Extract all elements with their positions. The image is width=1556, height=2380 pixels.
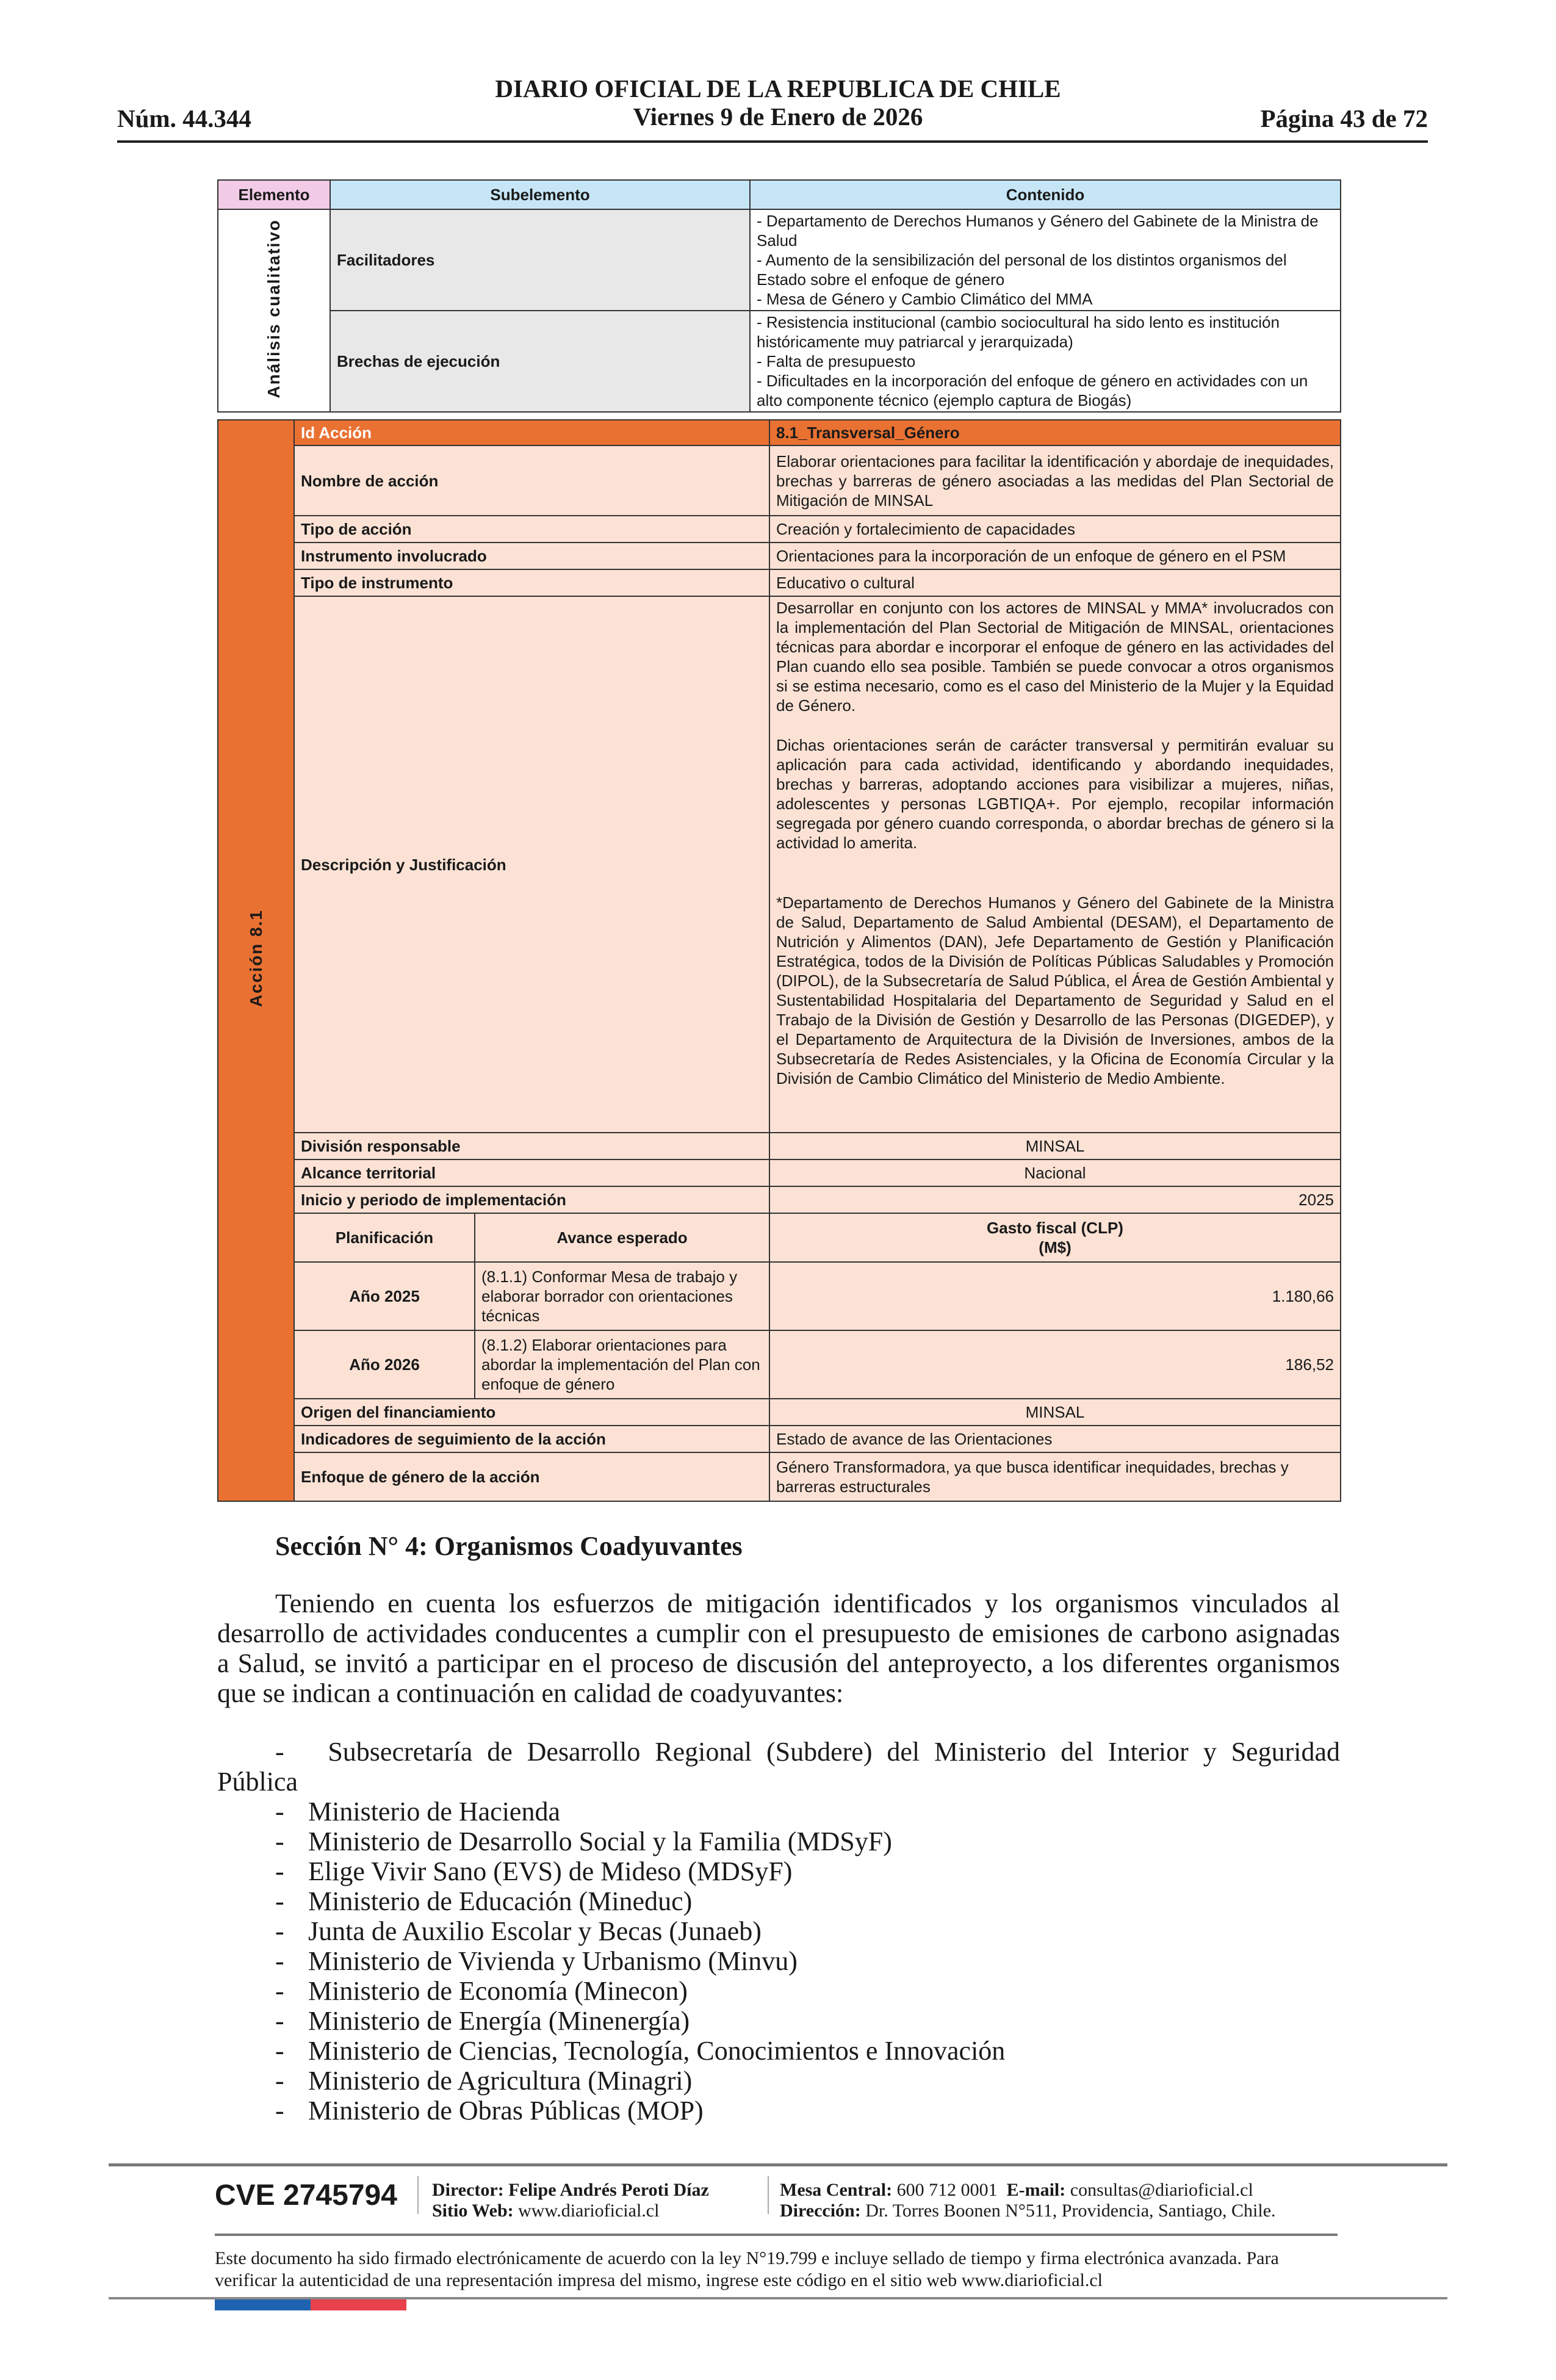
element-cell [218,209,330,412]
footer-separator [768,2176,769,2214]
table-row [218,516,1341,543]
progress-cell: (8.1.1) Conformar Mesa de trabajo y elaborar borrador con orientaciones técnicas [475,1262,769,1330]
content-cell [750,209,1341,311]
expense-cell: 186,52 [769,1330,1341,1399]
progress-cell: (8.1.2) Elaborar orientaciones para abordar la implementación del Plan con enfoque de género [475,1330,769,1399]
list-item [217,2036,1340,2066]
footer-separator [417,2176,419,2214]
row-label: Indicadores de seguimiento de la acción [294,1426,769,1452]
phone-label: Mesa Central: [780,2180,893,2200]
list-item-text: Elige Vivir Sano (EVS) de Mideso (MDSyF) [308,1856,793,1886]
row-value: Elaborar orientaciones para facilitar la identificación y abordaje de inequidades, brechas y barreras de género asociadas a las medidas del Plan Sectorial de Mitigación de MINSAL [769,445,1341,516]
cve-code: CVE 2745794 [215,2179,397,2212]
list-bullet: - [275,2006,284,2036]
col-header-elemento: Elemento [218,180,330,209]
list-item-text: Ministerio de Hacienda [308,1797,560,1826]
row-value: Creación y fortalecimiento de capacidades [769,516,1341,543]
list-item-text: Ministerio de Desarrollo Social y la Familia (MDSyF) [308,1826,892,1856]
list-item [217,1886,1340,1916]
planning-header-row [218,1213,1341,1262]
director-name: Felipe Andrés Peroti Díaz [508,2180,709,2200]
list-bullet: - [275,1946,284,1976]
description-paragraph: Dichas orientaciones serán de carácter transversal y permitirán evaluar su aplicación para cada actividad, identificando y abordando inequidades, brechas y barreras, adoptando acciones para visibilizar a mujeres, niñas, adolescentes y personas LGBTIQA+. Por ejemplo, recopilar información segregada por género cuando corresponda, o abordar brechas de género si la actividad lo amerita. [776,736,1334,852]
year-cell: Año 2026 [294,1330,475,1399]
page-number: Página 43 de 72 [1260,104,1428,132]
table-row [218,1399,1341,1426]
list-bullet: - [275,1797,284,1826]
address: Dr. Torres Boonen N°511, Providencia, Santiago, Chile. [865,2201,1276,2221]
list-item [217,1856,1340,1886]
content-line: - Dificultades en la incorporación del enfoque de género en actividades con un alto componente técnico (ejemplo captura de Biogás) [757,372,1308,409]
table-row [218,1452,1341,1501]
flag-stripe-blue [215,2299,311,2310]
content-line: - Departamento de Derechos Humanos y Género del Gabinete de la Ministra de Salud [757,212,1319,250]
flag-stripe-red [311,2299,406,2310]
table-row [218,1133,1341,1159]
list-item-text: Subsecretaría de Desarrollo Regional (Subdere) del Ministerio del Interior y Seguridad Pública [217,1737,1340,1797]
year-cell: Año 2025 [294,1262,475,1330]
description-paragraph: Desarrollar en conjunto con los actores de MINSAL y MMA* involucrados con la implementación del Plan Sectorial de Mitigación de MINSAL, orientaciones técnicas para abordar e incorporar el enfoque de género en las actividades del Plan cuando ello sea posible. También se puede convocar a otros organismos si se estima necesario, como es el caso del Ministerio de la Mujer y la Equidad de Género. [776,599,1334,715]
list-bullet: - [275,1856,284,1886]
table-row [218,569,1341,596]
list-bullet: - [275,2036,284,2066]
list-item [217,2006,1340,2036]
content-line: - Mesa de Género y Cambio Climático del MMA [757,290,1093,308]
list-item: - Subsecretaría de Desarrollo Regional (Subdere) del Ministerio del Interior y Seguridad Pública [217,1737,1340,1797]
newspaper-title: DIARIO OFICIAL DE LA REPUBLICA DE CHILE [495,74,1061,103]
footer-contact-block [780,2180,1276,2221]
list-item-text: Ministerio de Vivienda y Urbanismo (Minvu) [308,1946,798,1976]
header-divider [117,140,1428,143]
table-row [218,1186,1341,1213]
table-row [218,209,1341,311]
list-item [217,1797,1340,1826]
action-table [217,419,1341,1502]
qualitative-analysis-table [217,179,1341,413]
list-item [217,1976,1340,2006]
list-item-text: Ministerio de Agricultura (Minagri) [308,2066,693,2096]
issue-date: Viernes 9 de Enero de 2026 [633,103,923,131]
row-label: Instrumento involucrado [294,543,769,569]
table-row [218,1426,1341,1452]
email-label: E-mail: [1006,2180,1066,2200]
row-value [769,596,1341,1133]
footer-divider [215,2234,1338,2236]
organisms-list [217,1737,1340,2126]
progress-header: Avance esperado [475,1213,769,1262]
expense-header: Gasto fiscal (CLP) (M$) [769,1213,1341,1262]
row-label: Alcance territorial [294,1159,769,1186]
list-bullet: - [275,2066,284,2096]
section-title: Sección N° 4: Organismos Coadyuvantes [275,1531,743,1561]
content-line: - Aumento de la sensibilización del personal de los distintos organismos del Estado sobre el enfoque de género [757,251,1287,289]
web-label: Sitio Web: [432,2201,514,2221]
row-value: Orientaciones para la incorporación de un enfoque de género en el PSM [769,543,1341,569]
row-value: Género Transformadora, ya que busca identificar inequidades, brechas y barreras estructurales [769,1452,1341,1501]
footer-director-block [432,2180,709,2221]
row-label: Enfoque de género de la acción [294,1452,769,1501]
list-item [217,2066,1340,2096]
list-bullet: - [275,1886,284,1916]
table-row [218,1159,1341,1186]
row-value: Estado de avance de las Orientaciones [769,1426,1341,1452]
subelement-cell: Facilitadores [330,209,750,311]
website-link[interactable]: www.diarioficial.cl [518,2201,660,2221]
col-header-contenido: Contenido [750,180,1341,209]
director-label: Director: [432,2180,504,2200]
element-label: Análisis cualitativo [264,218,283,398]
table-row [218,311,1341,412]
row-value: Educativo o cultural [769,569,1341,596]
list-item-text: Ministerio de Obras Públicas (MOP) [308,2096,704,2126]
row-label: Nombre de acción [294,445,769,516]
row-value: Nacional [769,1159,1341,1186]
list-item-text: Ministerio de Educación (Mineduc) [308,1886,693,1916]
list-item-text: Ministerio de Ciencias, Tecnología, Conocimientos e Innovación [308,2036,1006,2066]
list-item-text: Ministerio de Economía (Minecon) [308,1976,688,2006]
description-footnote: *Departamento de Derechos Humanos y Género del Gabinete de la Ministra de Salud, Departamento de Salud Ambiental (DESAM), el Departamento de Nutrición y Alimentos (DAN), Jefe Departamento de Gestión y Planificación Estratégica, todos de la División de Políticas Públicas Saludables y Promoción (DIPOL), de la Subsecretaría de Salud Pública, el Área de Gestión Ambiental y Sustentabilidad Hospitalaria del Departamento de Seguridad y Salud en el Trabajo de la División de Gestión y Desarrollo de las Personas (DIGEDEP), y el Departamento de Arquitectura de la División de Inversiones, ambos de la Subsecretaría de Redes Asistenciales, y la Oficina de Economía Circular y la División de Cambio Climático del Ministerio de Medio Ambiente. [776,893,1334,1087]
list-item [217,1946,1340,1976]
expense-cell: 1.180,66 [769,1262,1341,1330]
section-paragraph: Teniendo en cuenta los esfuerzos de mitigación identificados y los organismos vinculados al desarrollo de actividades conducentes a cumplir con el presupuesto de emisiones de carbono asignadas a Salud, se invitó a participar en el proceso de discusión del anteproyecto, a los diferentes organismos que se indican a continuación en calidad de coadyuvantes: [217,1588,1340,1708]
list-bullet: - [275,1976,284,2006]
element-label: Acción 8.1 [246,909,265,1008]
list-item [217,1826,1340,1856]
content-line: - Falta de presupuesto [757,352,916,370]
table-row [218,445,1341,516]
list-item-text: Ministerio de Energía (Minenergía) [308,2006,690,2036]
issue-number: Núm. 44.344 [117,104,251,132]
row-value: MINSAL [769,1399,1341,1426]
email-link[interactable]: consultas@diarioficial.cl [1070,2180,1253,2200]
row-label: Descripción y Justificación [294,596,769,1133]
content-cell [750,311,1341,412]
list-item [217,2096,1340,2126]
row-label: Tipo de instrumento [294,569,769,596]
address-label: Dirección: [780,2201,861,2221]
table-row [218,543,1341,569]
footer-divider [109,2163,1447,2166]
subelement-cell: Brechas de ejecución [330,311,750,412]
row-value: MINSAL [769,1133,1341,1159]
list-item [217,1916,1340,1946]
row-label: Inicio y periodo de implementación [294,1186,769,1213]
row-label: Origen del financiamiento [294,1399,769,1426]
table-row [218,596,1341,1133]
list-item-text: Junta de Auxilio Escolar y Becas (Junaeb) [308,1916,762,1946]
table-row [218,420,1341,445]
row-label: Tipo de acción [294,516,769,543]
list-bullet: - [275,2096,284,2126]
col-header-subelemento: Subelemento [330,180,750,209]
row-value: 2025 [769,1186,1341,1213]
planning-header: Planificación [294,1213,475,1262]
element-cell [218,420,294,1501]
row-value: 8.1_Transversal_Género [769,420,1341,445]
list-bullet: - [275,1826,284,1856]
row-label: División responsable [294,1133,769,1159]
phone-number: 600 712 0001 [896,2180,998,2200]
row-label: Id Acción [294,420,769,445]
list-bullet: - [275,1916,284,1946]
planning-row [218,1330,1341,1399]
planning-row [218,1262,1341,1330]
legal-notice: Este documento ha sido firmado electrónicamente de acuerdo con la ley N°19.799 e incluye sellado de tiempo y firma electrónica avanzada. Para verificar la autenticidad de una representación impresa del mismo, ingrese este código en el sitio web www.diarioficial.cl [215,2248,1279,2290]
content-line: - Resistencia institucional (cambio sociocultural ha sido lento es institución históricamente muy patriarcal y jerarquizada) [757,313,1280,351]
